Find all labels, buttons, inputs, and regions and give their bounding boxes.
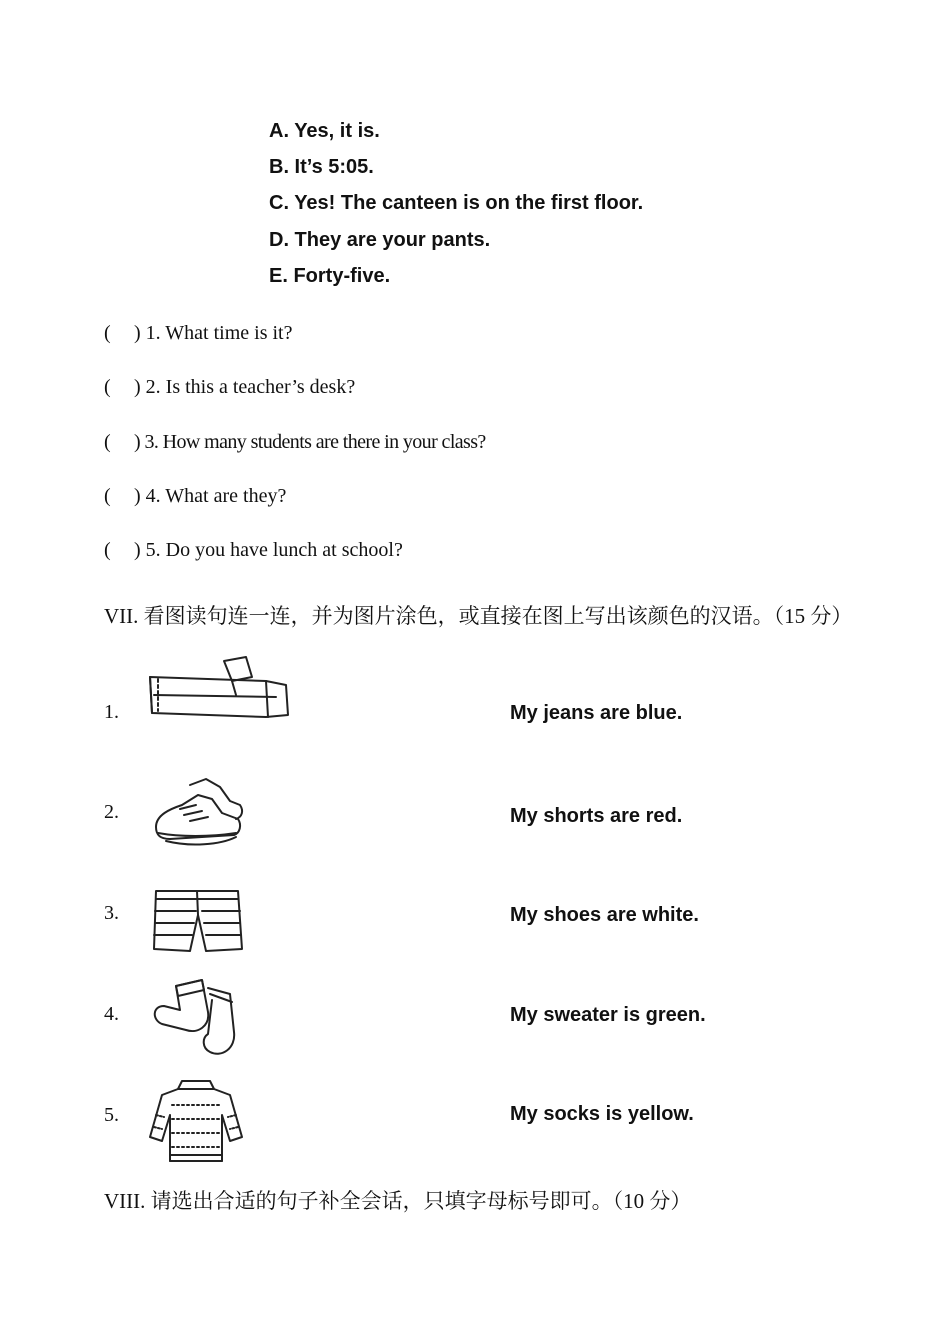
question-4 — [104, 484, 286, 508]
section-7-heading: VII. 看图读句连一连，并为图片涂色，或直接在图上写出该颜色的汉语。（15 分） — [104, 604, 853, 628]
item-number-1: 1. — [104, 701, 119, 723]
question-text: ) 2. Is this a teacher’s desk? — [134, 376, 356, 398]
sentence-5: My socks is yellow. — [510, 1103, 694, 1125]
question-text: ) 3. How many students are there in your class? — [134, 431, 486, 453]
sentence-3: My shoes are white. — [510, 904, 699, 926]
question-text: ) 1. What time is it? — [134, 322, 293, 344]
answer-blank[interactable]: ( — [104, 431, 111, 453]
item-number-3: 3. — [104, 902, 119, 924]
item-number-4: 4. — [104, 1003, 119, 1025]
question-1 — [104, 321, 293, 345]
question-text: ) 4. What are they? — [134, 485, 287, 507]
question-5 — [104, 538, 403, 562]
question-2 — [104, 375, 355, 399]
option-c: C. Yes! The canteen is on the first floor. — [269, 192, 644, 214]
option-a: A. Yes, it is. — [269, 120, 380, 142]
option-d: D. They are your pants. — [269, 229, 491, 251]
answer-blank[interactable]: ( — [104, 539, 111, 561]
shoes-icon — [150, 775, 245, 853]
socks-icon — [150, 972, 242, 1060]
section-8-heading: VIII. 请选出合适的句子补全会话，只填字母标号即可。（10 分） — [104, 1189, 692, 1213]
answer-blank[interactable]: ( — [104, 485, 111, 507]
answer-blank[interactable]: ( — [104, 322, 111, 344]
answer-blank[interactable]: ( — [104, 376, 111, 398]
jeans-icon — [146, 655, 291, 721]
question-3 — [104, 430, 486, 454]
option-b: B. It’s 5:05. — [269, 156, 374, 178]
item-number-2: 2. — [104, 801, 119, 823]
sentence-2: My shorts are red. — [510, 805, 683, 827]
option-e: E. Forty-five. — [269, 265, 391, 287]
sentence-4: My sweater is green. — [510, 1004, 706, 1026]
question-text: ) 5. Do you have lunch at school? — [134, 539, 403, 561]
shorts-icon — [150, 885, 245, 955]
item-number-5: 5. — [104, 1104, 119, 1126]
sentence-1: My jeans are blue. — [510, 702, 683, 724]
sweater-icon — [148, 1075, 244, 1167]
